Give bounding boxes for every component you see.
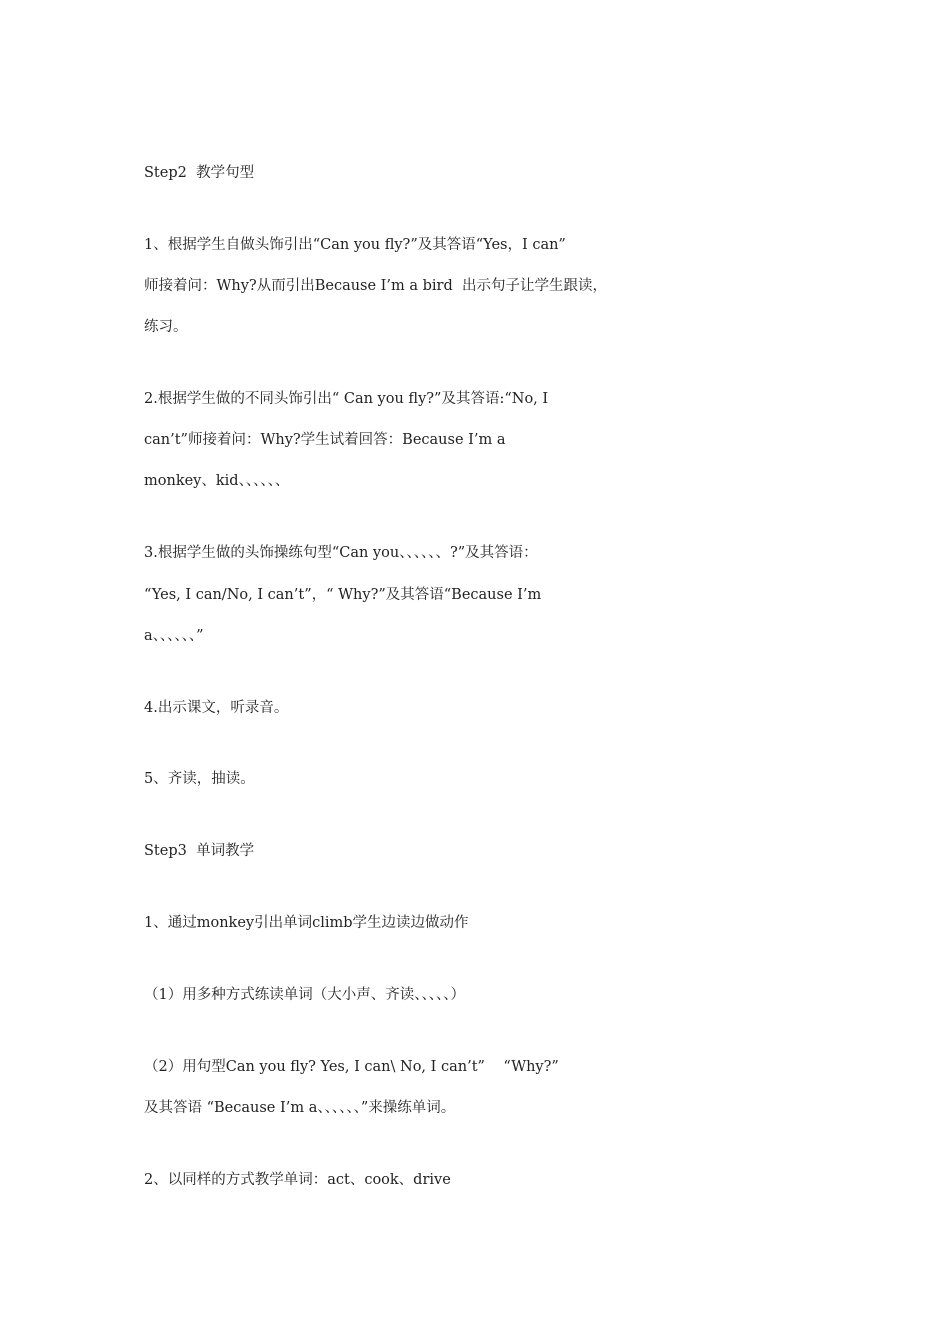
paragraph-3-line-2: “Yes, I can/No, I can’t”，“ Why?”及其答语“Because I’m	[144, 587, 542, 603]
paragraph-2-line-1: 2.根据学生做的不同头饰引出“ Can you fly?”及其答语:“No, I	[144, 391, 549, 407]
paragraph-1-line-3: 练习。	[144, 319, 188, 335]
paragraph-2-line-3: monkey、kid、、、、、、	[144, 473, 290, 489]
paragraph-3-line-1: 3.根据学生做的头饰操练句型“Can you、、、、、、?”及其答语：	[144, 545, 538, 561]
step3-heading: Step3 单词教学	[144, 843, 255, 859]
step3-sub-item-2-line-2: 及其答语 “Because I’m a、、、、、、”来操练单词。	[144, 1100, 456, 1116]
paragraph-5: 5、齐读，抽读。	[144, 771, 255, 787]
step3-sub-item-2-line-1: （2）用句型Can you fly? Yes, I can\ No, I can’t” “Why?”	[144, 1059, 559, 1075]
step3-paragraph-1: 1、通过monkey引出单词climb学生边读边做动作	[144, 915, 469, 931]
paragraph-1-line-1: 1、根据学生自做头饰引出“Can you fly?”及其答语“Yes，I can”	[144, 237, 566, 253]
step3-paragraph-2: 2、以同样的方式教学单词：act、cook、drive	[144, 1172, 451, 1188]
paragraph-4: 4.出示课文，听录音。	[144, 700, 289, 716]
paragraph-1-line-2: 师接着问：Why?从而引出Because I’m a bird 出示句子让学生跟读，	[144, 278, 607, 294]
paragraph-3-line-3: a、、、、、、”	[144, 628, 204, 644]
step2-heading: Step2 教学句型	[144, 165, 255, 181]
paragraph-2-line-2: can’t”师接着问：Why?学生试着回答：Because I’m a	[144, 432, 506, 448]
step3-sub-item-1: （1）用多种方式练读单词（大小声、齐读、、、、、）	[144, 987, 465, 1003]
